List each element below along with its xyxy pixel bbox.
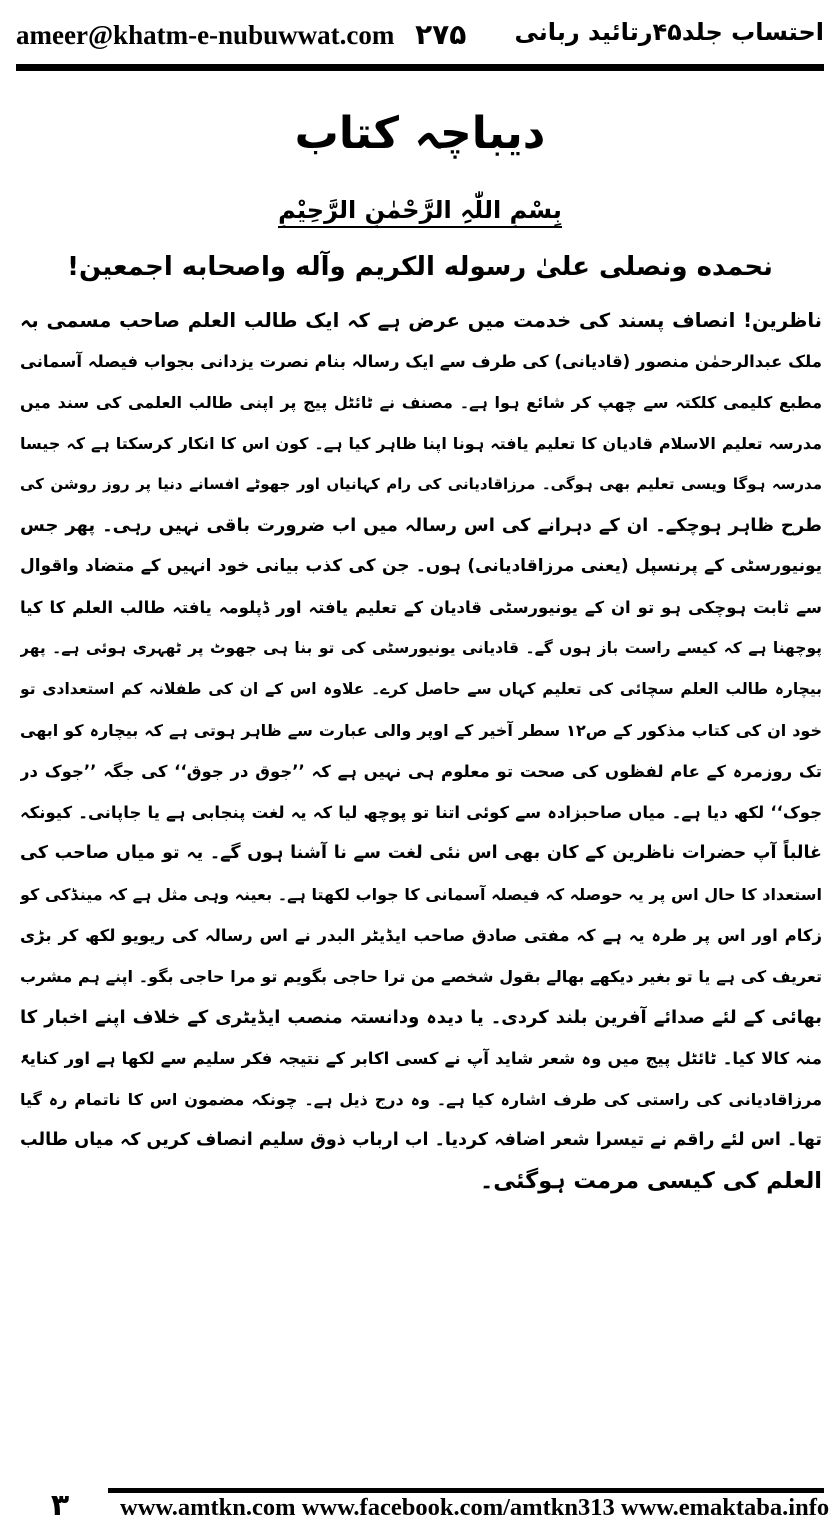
body-line: مدرسہ ہوگا ویسی تعلیم بھی ہوگی۔ مرزاقادیانی کی رام کہانیاں اور جھوٹے افسانے دنیا پر روز روشن کی (20, 475, 822, 493)
body-line: تھا۔ اس لئے راقم نے تیسرا شعر اضافہ کردیا۔ اب ارباب ذوق سلیم انصاف کریں کہ میاں طالب (20, 1130, 822, 1150)
hamd-line: نحمده ونصلى علىٰ رسوله الكريم وآله واصحابه اجمعين! (67, 252, 773, 282)
body-line: بھائی کے لئے صدائے آفرین بلند کردی۔ یا دیدہ ودانستہ منصب ایڈیٹری کے خلاف اپنے اخبار کا (20, 1007, 822, 1028)
header-book-title: احتساب جلد۴۵رتائید ربانی (514, 18, 824, 46)
body-line: العلم کی کیسی مرمت ہوگئی۔ (480, 1168, 822, 1194)
body-line: مطبع کلیمی کلکتہ سے چھپ کر شائع ہوا ہے۔ مصنف نے ٹائٹل پیج پر اپنی طالب العلمی کی سند میں (20, 393, 822, 412)
body-line: تعریف کی ہے یا تو بغیر دیکھے بھالے بقول شخصے من ترا حاجی بگویم تو مرا حاجی بگو۔ اپنے ہم مشرب (20, 967, 822, 986)
body-line: جوک‘‘ لکھ دیا ہے۔ میاں صاحبزادہ سے کوئی اتنا تو پوچھ لیا کہ یہ لغت پنجابی ہے یا جاپانی۔ کیونکہ (20, 803, 822, 822)
footer-links[interactable]: www.amtkn.com www.facebook.com/amtkn313 www.emaktaba.info (120, 1494, 830, 1521)
header-page-number: ۲۷۵ (415, 18, 467, 51)
chapter-title: دیباچہ کتاب (294, 108, 546, 159)
header-left (16, 18, 466, 51)
footer-page-marker: ۳ (50, 1488, 70, 1523)
body-line: مدرسہ تعلیم الاسلام قادیان کا تعلیم یافتہ ہونا اپنا ظاہر کیا ہے۔ کون اس کا انکار کرسکتا ہے کہ جیسا (20, 434, 822, 453)
page-header (16, 14, 824, 56)
body-line: تک روزمرہ کے عام لفظوں کی صحت تو معلوم ہی نہیں ہے کہ ’’جوق در جوق‘‘ کی جگہ ’’جوک در (20, 762, 822, 781)
body-text (20, 300, 822, 1202)
footer-rule (108, 1488, 824, 1493)
body-line: پوچھنا ہے کہ کیسے راست باز ہوں گے۔ قادیانی یونیورسٹی کی تو بنا ہی جھوٹ پر ٹھہری ہوئی ہے۔ پھر (20, 639, 822, 657)
body-line: ناظرین! انصاف پسند کی خدمت میں عرض ہے کہ ایک طالب العلم صاحب مسمی بہ (20, 309, 822, 332)
body-line: بیچارہ طالب العلم سچائی کی تعلیم کہاں سے حاصل کرے۔ علاوہ اس کے ان کی طفلانہ کم استعدادی تو (20, 680, 822, 698)
body-line: ملک عبدالرحمٰن منصور (قادیانی) کی طرف سے ایک رسالہ بنام نصرت یزدانی بجواب فیصلہ آسمانی (20, 352, 822, 371)
body-line: سے ثابت ہوچکی ہو تو ان کے یونیورسٹی قادیان کے تعلیم یافتہ اور ڈپلومہ یافتہ طالب العلم کا کیا (20, 598, 822, 617)
body-line: زکام اور اس پر طرہ یہ ہے کہ مفتی صادق صاحب ایڈیٹر البدر نے اس رسالہ کی ریویو لکھ کر بڑی (20, 926, 822, 945)
body-line: مرزاقادیانی کی راستی کی طرف اشارہ کیا ہے۔ وہ درج ذیل ہے۔ چونکہ مضمون اس کا ناتمام رہ گیا (20, 1090, 822, 1109)
bismillah-text: بِسْمِ اللّٰہِ الرَّحْمٰنِ الرَّحِیْمِ (278, 196, 562, 228)
header-rule (16, 64, 824, 71)
body-line: خود ان کی کتاب مذکور کے ص۱۲ سطر آخیر کے اوپر والی عبارت سے ظاہر ہوتی ہے کہ بیچارہ کو ابھی (20, 721, 822, 740)
body-line: استعداد کا حال اس پر یہ حوصلہ کہ فیصلہ آسمانی کا جواب لکھتا ہے۔ بعینہ وہی مثل ہے کہ مینڈکی کو (20, 885, 822, 904)
page-footer (16, 1488, 830, 1526)
body-line: غالباً آپ حضرات ناظرین کے کان بھی اس نئی لغت سے نا آشنا ہوں گے۔ یہ تو میاں صاحب کی (20, 843, 822, 863)
header-email[interactable]: ameer@khatm-e-nubuwwat.com (16, 20, 395, 50)
body-line: طرح ظاہر ہوچکے۔ ان کے دہرانے کی اس رسالہ میں اب ضرورت باقی نہیں رہی۔ پھر جس (20, 515, 822, 536)
body-line: یونیورسٹی کے پرنسپل (یعنی مرزاقادیانی) ہوں۔ جن کی کذب بیانی خود انہیں کے متضاد واقوال (20, 556, 822, 576)
body-line: منہ کالا کیا۔ ٹائٹل پیج میں وہ شعر شاید آپ نے کسی اکابر کے نتیجہ فکر سلیم سے لکھا ہے اور کنایۃً (20, 1049, 822, 1068)
bismillah (0, 196, 840, 224)
